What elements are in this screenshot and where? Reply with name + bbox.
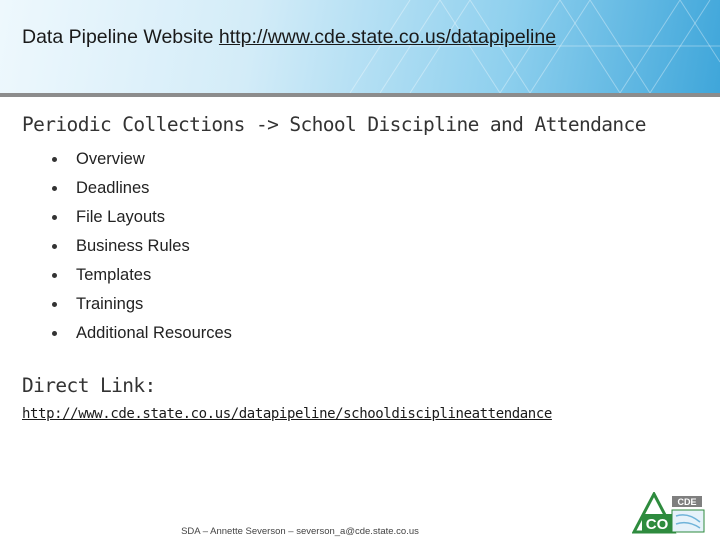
list-item bbox=[52, 292, 232, 321]
bullet-icon bbox=[52, 157, 57, 162]
footer-text: SDA – Annette Severson – severson_a@cde.state.co.us bbox=[181, 526, 419, 537]
header-banner bbox=[0, 0, 720, 93]
bullet-icon bbox=[52, 331, 57, 336]
list-item bbox=[52, 205, 232, 234]
banner-title bbox=[22, 26, 556, 49]
topic-list bbox=[52, 147, 232, 350]
list-item bbox=[52, 263, 232, 292]
bullet-icon bbox=[52, 244, 57, 249]
logo-co-text: CO bbox=[645, 516, 669, 533]
list-item bbox=[52, 321, 232, 350]
list-item-label: Additional Resources bbox=[76, 324, 232, 342]
direct-link-label: Direct Link: bbox=[22, 374, 156, 397]
list-item-label: File Layouts bbox=[76, 208, 165, 226]
banner-title-text: Data Pipeline Website bbox=[22, 26, 219, 48]
list-item-label: Business Rules bbox=[76, 237, 190, 255]
bullet-icon bbox=[52, 186, 57, 191]
list-item-label: Trainings bbox=[76, 295, 144, 313]
direct-link-url[interactable]: http://www.cde.state.co.us/datapipeline/schooldisciplineattendance bbox=[22, 406, 552, 422]
list-item bbox=[52, 147, 232, 176]
list-item-label: Deadlines bbox=[76, 179, 150, 197]
banner-divider bbox=[0, 93, 720, 97]
cde-logo-icon bbox=[632, 492, 708, 534]
bullet-icon bbox=[52, 215, 57, 220]
page-heading: Periodic Collections -> School Discipline and Attendance bbox=[22, 113, 646, 136]
bullet-icon bbox=[52, 302, 57, 307]
list-item bbox=[52, 234, 232, 263]
bullet-icon bbox=[52, 273, 57, 278]
logo-cde-text: CDE bbox=[677, 497, 697, 507]
list-item bbox=[52, 176, 232, 205]
list-item-label: Templates bbox=[76, 266, 152, 284]
list-item-label: Overview bbox=[76, 150, 145, 168]
datapipeline-website-link[interactable]: http://www.cde.state.co.us/datapipeline bbox=[218, 26, 557, 48]
